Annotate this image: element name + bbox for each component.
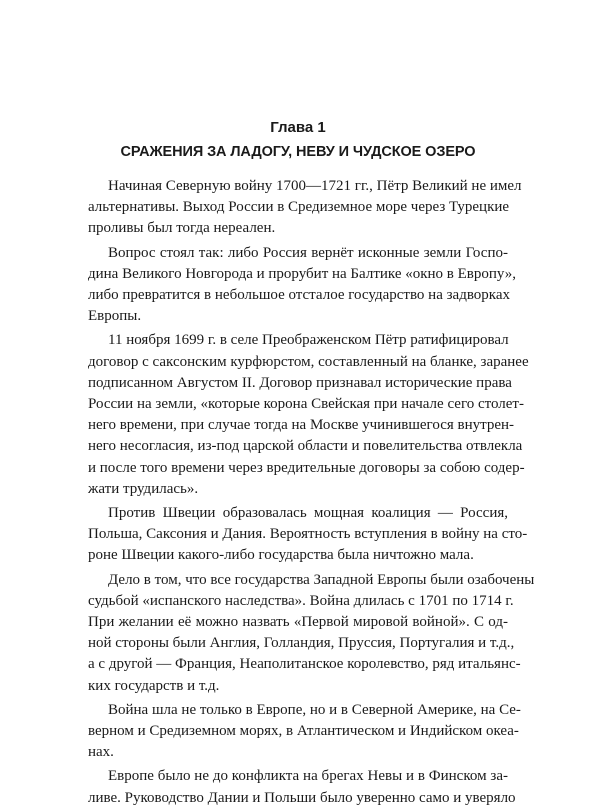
text-line: Против Швеции образовалась мощная коалиция — Россия, xyxy=(108,505,508,522)
text-line: верном и Средиземном морях, в Атлантическом и Индийском океа- xyxy=(88,723,519,740)
paragraph xyxy=(88,503,528,567)
text-line: него времени, при случае тогда на Москве учинившегося внутрен- xyxy=(88,417,515,434)
paragraph xyxy=(88,176,522,240)
text-line: ной стороны были Англия, Голландия, Пруссия, Португалия и т.д., xyxy=(88,635,515,652)
paragraph xyxy=(88,700,521,764)
text-line: ких государств и т.д. xyxy=(88,677,220,694)
text-line: России на земли, «которые корона Свейская при начале сего столет- xyxy=(88,396,524,413)
text-line: и после того времени через вредительные договоры за собою содер- xyxy=(88,459,525,476)
text-line: альтернативы. Выход России в Средиземное море через Турецкие xyxy=(88,199,510,216)
paragraph xyxy=(88,766,516,808)
text-line: нах. xyxy=(88,744,114,761)
text-line: Польша, Саксония и Дания. Вероятность вступления в войну на сто- xyxy=(88,526,528,543)
text-line: жати трудилась». xyxy=(88,480,199,497)
chapter-number: Глава 1 xyxy=(270,119,326,136)
text-line: ливе. Руководство Дании и Польши было уверенно само и уверяло xyxy=(88,789,516,806)
text-line: договор с саксонским курфюрстом, составленный на бланке, заранее xyxy=(88,353,529,370)
text-line: Европе было не до конфликта на брегах Невы и в Финском за- xyxy=(108,768,508,785)
chapter-title: СРАЖЕНИЯ ЗА ЛАДОГУ, НЕВУ И ЧУДСКОЕ ОЗЕРО xyxy=(120,144,476,160)
text-line: Вопрос стоял так: либо Россия вернёт исконные земли Госпо- xyxy=(108,244,508,261)
text-line: судьбой «испанского наследства». Война длилась с 1701 по 1714 г. xyxy=(88,592,514,609)
book-page xyxy=(88,118,535,812)
text-line: роне Швеции какого-либо государства была ничтожно мала. xyxy=(88,547,474,564)
text-line: проливы был тогда нереален. xyxy=(88,220,276,237)
text-line: 11 ноября 1699 г. в селе Преображенском Пётр ратифицировал xyxy=(108,332,509,349)
text-line: либо превратится в небольшое отсталое государство на задворках xyxy=(88,287,511,304)
paragraph xyxy=(88,243,517,328)
text-line: него несогласия, из-под царской области и повелительства отвлекла xyxy=(88,438,523,455)
body-text xyxy=(88,176,535,809)
text-line: Война шла не только в Европе, но и в Северной Америке, на Се- xyxy=(108,701,521,718)
paragraph xyxy=(88,330,529,500)
text-line: дина Великого Новгорода и прорубит на Балтике «окно в Европу», xyxy=(88,265,517,282)
text-line: Дело в том, что все государства Западной Европы были озабочены xyxy=(108,571,535,588)
paragraph xyxy=(88,570,535,697)
text-line: При желании её можно назвать «Первой мировой войной». С од- xyxy=(88,614,508,631)
text-line: Начиная Северную войну 1700—1721 гг., Пётр Великий не имел xyxy=(108,178,522,194)
text-line: подписанном Августом II. Договор признавал исторические права xyxy=(88,374,512,391)
text-line: Европы. xyxy=(88,308,142,325)
text-line: а с другой — Франция, Неаполитанское королевство, ряд итальянс- xyxy=(88,656,521,673)
